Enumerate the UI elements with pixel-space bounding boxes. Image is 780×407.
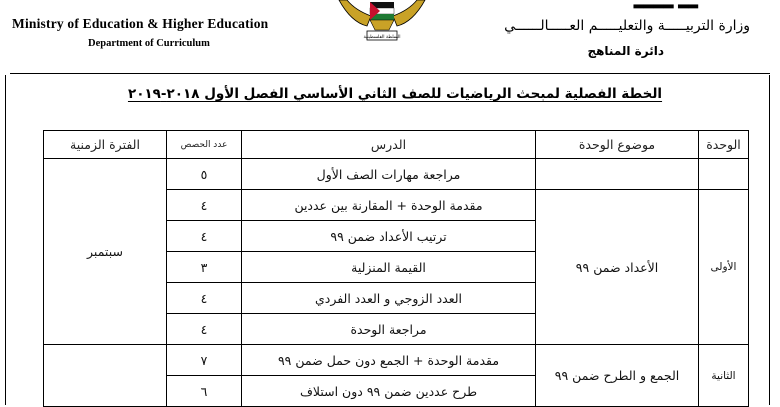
lesson-cell: مراجعة مهارات الصف الأول <box>242 159 536 190</box>
period-cell: سبتمبر <box>44 159 167 345</box>
ministry-name-en: Ministry of Education & Higher Education <box>12 16 269 31</box>
department-name-en: Department of Curriculum <box>88 38 210 49</box>
unit-cell <box>699 159 749 190</box>
palestinian-authority-emblem <box>337 0 427 42</box>
lesson-cell: مقدمة الوحدة + المقارنة بين عددين <box>242 190 536 221</box>
plan-title <box>0 86 780 102</box>
department-name-ar: دائرة المناهج <box>587 44 664 58</box>
page-frame-right <box>769 75 770 405</box>
ministry-name-ar-cropped: ▂▂ ▂▂▂▂ <box>633 0 698 9</box>
topic-cell <box>536 159 699 190</box>
topic-cell: الجمع و الطرح ضمن ٩٩ <box>536 345 699 407</box>
eagle-body-icon <box>370 20 394 30</box>
classes-cell: ٤ <box>167 190 242 221</box>
unit-cell: الأولى <box>699 190 749 345</box>
classes-cell: ٦ <box>167 376 242 407</box>
classes-cell: ٧ <box>167 345 242 376</box>
document-header <box>0 0 780 75</box>
header-topic: موضوع الوحدة <box>536 131 699 159</box>
table-header-row <box>44 131 749 159</box>
classes-cell: ٤ <box>167 314 242 345</box>
unit-cell: الثانية <box>699 345 749 407</box>
ministry-name-ar: وزارة التربيـــــة والتعليـــــم العـــــالــــــي <box>504 18 750 34</box>
classes-cell: ٤ <box>167 283 242 314</box>
period-cell <box>44 345 167 407</box>
lesson-cell: القيمة المنزلية <box>242 252 536 283</box>
plan-title-text: الخطة الفصلية لمبحث الرياضيات للصف الثاني الأساسي الفصل الأول ٢٠١٨-٢٠١٩ <box>127 86 663 102</box>
lesson-cell: ترتيب الأعداد ضمن ٩٩ <box>242 221 536 252</box>
header-unit: الوحدة <box>699 131 749 159</box>
lesson-cell: العدد الزوجي و العدد الفردي <box>242 283 536 314</box>
lesson-cell: مراجعة الوحدة <box>242 314 536 345</box>
emblem-caption: السلطة الفلسطينية <box>363 35 401 40</box>
classes-cell: ٣ <box>167 252 242 283</box>
lesson-cell: طرح عددين ضمن ٩٩ دون استلاف <box>242 376 536 407</box>
page-frame-left <box>5 75 6 405</box>
topic-cell: الأعداد ضمن ٩٩ <box>536 190 699 345</box>
semester-plan-table <box>43 130 749 407</box>
header-period: الفترة الزمنية <box>44 131 167 159</box>
lesson-cell: مقدمة الوحدة + الجمع دون حمل ضمن ٩٩ <box>242 345 536 376</box>
table-row <box>44 345 749 376</box>
header-lesson: الدرس <box>242 131 536 159</box>
table-row <box>44 159 749 190</box>
header-divider <box>10 73 770 74</box>
eagle-wing-right-icon <box>393 0 425 26</box>
eagle-wing-left-icon <box>339 0 371 26</box>
header-classes: عدد الحصص <box>167 131 242 159</box>
classes-cell: ٥ <box>167 159 242 190</box>
classes-cell: ٤ <box>167 221 242 252</box>
